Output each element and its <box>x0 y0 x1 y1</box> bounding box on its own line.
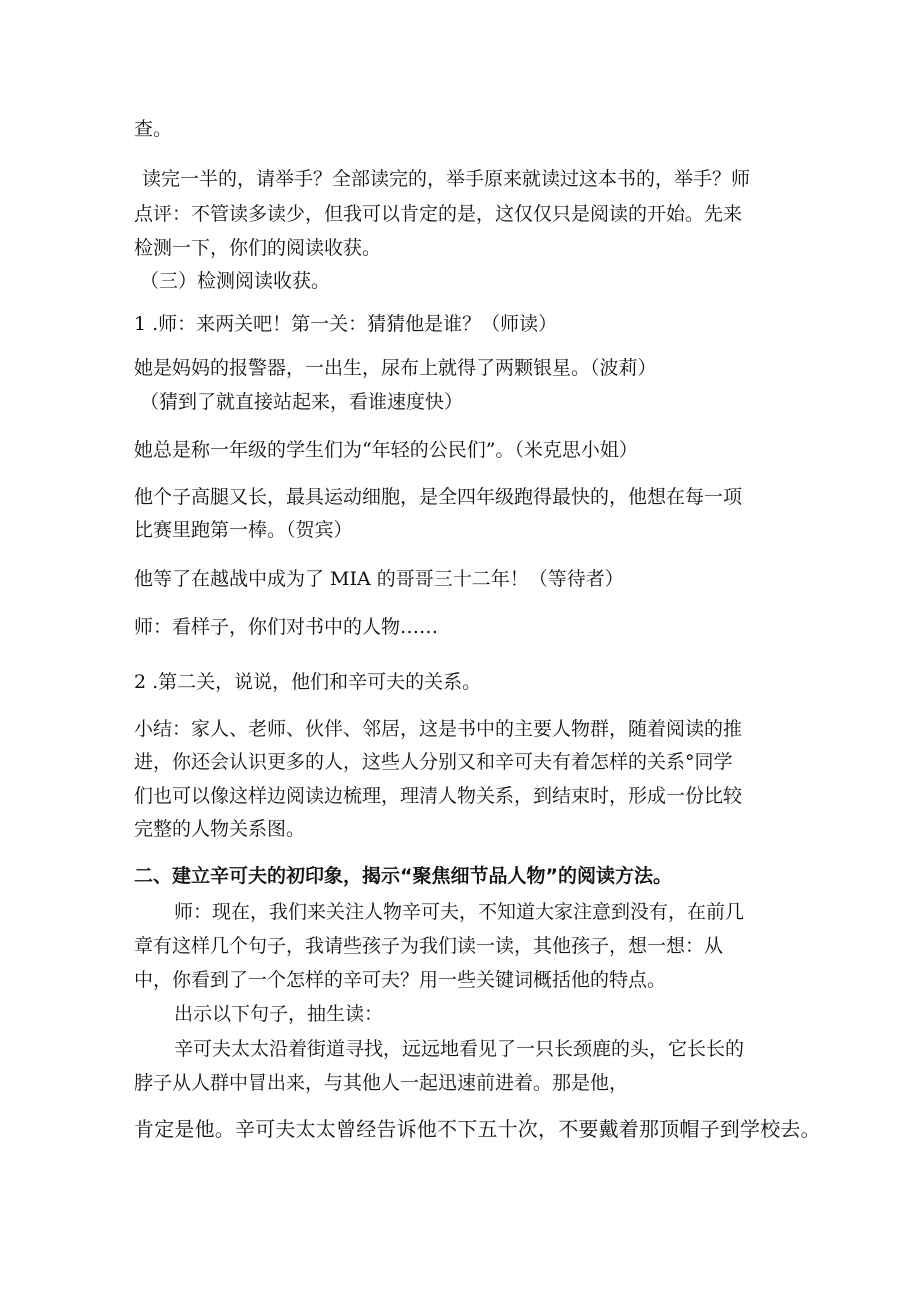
text-line: 她是妈妈的报警器，一出生，尿布上就得了两颗银星。（波莉） <box>134 357 657 379</box>
text-line: 师：现在，我们来关注人物辛可夫，不知道大家注意到没有，在前几 <box>174 901 745 923</box>
text-line: 章有这样几个句子，我请些孩子为我们读一读，其他孩子，想一想：从 <box>134 935 724 957</box>
text-line: 她总是称一年级的学生们为“年轻的公民们”。（米克思小姐） <box>134 439 638 461</box>
text-line: 中，你看到了一个怎样的辛可夫？用一些关键词概括他的特点。 <box>134 969 667 991</box>
text-line: 点评：不管读多读少，但我可以肯定的是，这仅仅只是阅读的开始。先来 <box>134 203 743 225</box>
text-line: 们也可以像这样边阅读边梳理，理清人物关系，到结束时，形成一份比较 <box>134 785 743 807</box>
section-heading: （三）检测阅读收获。 <box>140 270 331 292</box>
text-line: 辛可夫太太沿着街道寻找，远远地看见了一只长颈鹿的头，它长长的 <box>174 1038 745 1060</box>
text-line: 他等了在越战中成为了 MIA 的哥哥三十二年！（等待者） <box>134 568 624 590</box>
text-line: 查。 <box>134 118 173 140</box>
text-line: 出示以下句子，抽生读： <box>174 1003 384 1025</box>
text-line: 师：看样子，你们对书中的人物…… <box>134 616 439 638</box>
chapter-heading: 二、建立辛可夫的初印象，揭示“聚焦细节品人物”的阅读方法。 <box>134 865 672 887</box>
text-line: 比赛里跑第一棒。（贺宾） <box>134 519 353 541</box>
text-line: 检测一下，你们的阅读收获。 <box>134 237 382 259</box>
text-line: 肯定是他。辛可夫太太曾经告诉他不下五十次，不要戴着那顶帽子到学校去。 <box>134 1117 821 1141</box>
text-line: 完整的人物关系图。 <box>134 818 306 840</box>
text-line: 进，你还会认识更多的人，这些人分别又和辛可夫有着怎样的关系°同学 <box>134 751 733 773</box>
text-line: 读完一半的，请举手？全部读完的，举手原来就读过这本书的，举手？师 <box>142 168 751 190</box>
text-line: 2 .第二关，说说，他们和辛可夫的关系。 <box>134 671 482 693</box>
text-line: 1 .师：来两关吧！第一关：猜猜他是谁？（师读） <box>134 313 558 335</box>
text-line: 脖子从人群中冒出来，与其他人一起迅速前进着。那是他， <box>134 1072 629 1094</box>
text-line: （猜到了就直接站起来，看谁速度快） <box>140 391 464 413</box>
text-line: 他个子高腿又长，最具运动细胞，是全四年级跑得最快的，他想在每一项 <box>134 486 743 508</box>
text-line: 小结：家人、老师、伙伴、邻居，这是书中的主要人物群，随着阅读的推 <box>134 718 743 740</box>
